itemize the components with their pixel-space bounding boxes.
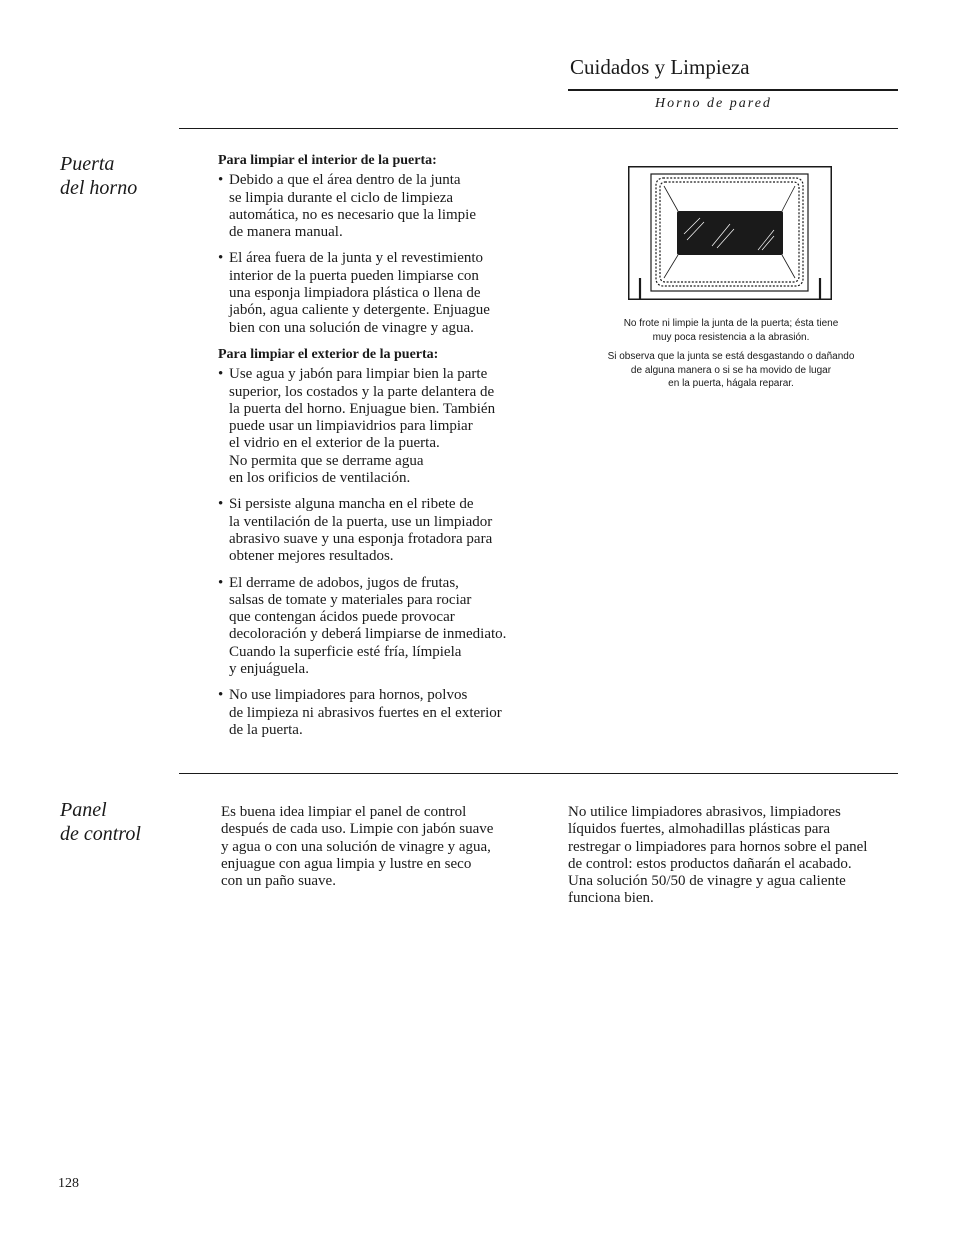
list-item: • Debido a que el área dentro de la junta se limpia durante el ciclo de limpieza automática, no es necesario que la limpie de manera manual. <box>218 172 558 241</box>
page-number: 128 <box>58 1176 79 1191</box>
oven-door-illustration <box>628 166 832 300</box>
figure-caption-repair: Si observa que la junta se está desgastando o dañando de alguna manera o si se ha movido de lugar en la puerta, hágala reparar. <box>607 351 855 389</box>
section-heading-control-panel <box>60 798 141 846</box>
page-title: Cuidados y Limpieza <box>570 55 750 79</box>
section-divider-control-panel <box>179 773 898 774</box>
subheading-interior: Para limpiar el interior de la puerta: <box>218 153 437 168</box>
oven-door-instructions <box>218 152 558 748</box>
heading-line: del horno <box>60 177 138 199</box>
page-subtitle: Horno de pared <box>655 96 772 111</box>
control-panel-text-left: Es buena idea limpiar el panel de control después de cada uso. Limpie con jabón suave y agua o con una solución de vinagre y agua, enjuague con agua limpia y lustre en seco con un paño suave. <box>221 804 494 890</box>
subheading-exterior: Para limpiar el exterior de la puerta: <box>218 346 439 362</box>
section-heading-oven-door <box>60 152 137 200</box>
exterior-bullet-list <box>218 366 558 739</box>
list-item: • Si persiste alguna mancha en el ribete de la ventilación de la puerta, use un limpiador abrasivo suave y una esponja frotadora para obtener mejores resultados. <box>218 496 558 565</box>
list-item: • El área fuera de la junta y el revestimiento interior de la puerta pueden limpiarse con una esponja limpiadora plástica o llena de jabón, agua caliente y detergente. Enjuague bien con una solución de vinagre y agua. <box>218 250 558 336</box>
interior-bullet-list <box>218 172 558 337</box>
list-item: • Use agua y jabón para limpiar bien la parte superior, los costados y la parte delantera de la puerta del horno. Enjuague bien. También puede usar un limpiavidrios para limpiar el vidrio en el exterior de la puerta. No permita que se derrame agua en los orificios de ventilación. <box>218 366 558 487</box>
heading-line: Puerta <box>60 153 115 175</box>
figure-caption-gasket: No frote ni limpie la junta de la puerta; ésta tiene muy poca resistencia a la abrasión. <box>623 318 839 343</box>
list-item: • No use limpiadores para hornos, polvos de limpieza ni abrasivos fuertes en el exterior de la puerta. <box>218 687 558 739</box>
heading-line: Panel <box>60 799 107 821</box>
header-rule <box>568 89 898 91</box>
heading-line: de control <box>60 823 141 845</box>
section-divider-top <box>179 128 898 129</box>
list-item: • El derrame de adobos, jugos de frutas, salsas de tomate y materiales para rociar que contengan ácidos puede provocar decoloración y deberá limpiarse de inmediato. Cuando la superficie esté fría, límpiela y enjuáguela. <box>218 575 558 679</box>
control-panel-text-right: No utilice limpiadores abrasivos, limpiadores líquidos fuertes, almohadillas plásticas para restregar o limpiadores para hornos sobre el panel de control: estos productos dañarán el acabado. Una solución 50/50 de vinagre y agua caliente funciona bien. <box>568 804 868 907</box>
